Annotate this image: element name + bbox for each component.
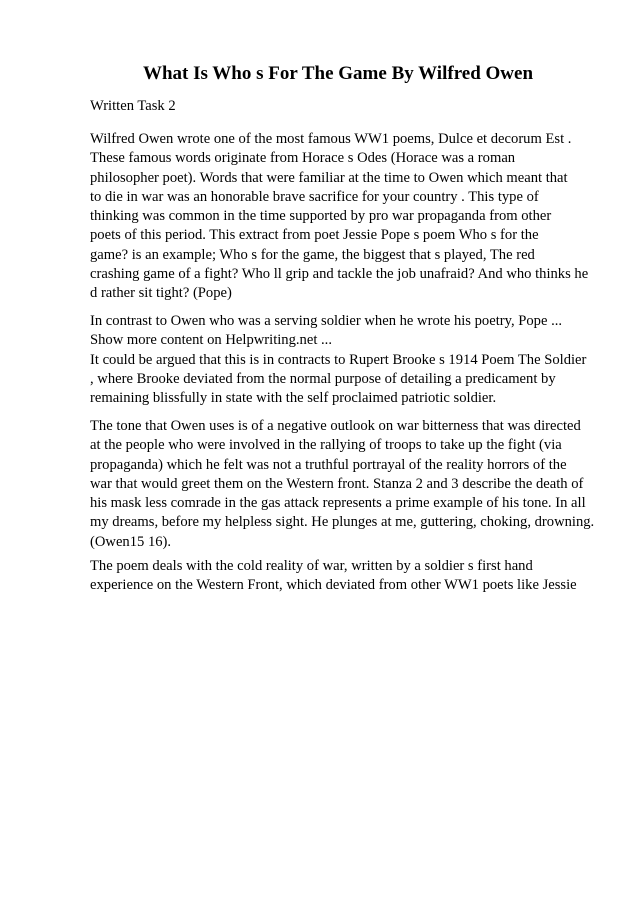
paragraph-line: philosopher poet). Words that were familiar at the time to Owen which meant that (90, 169, 568, 186)
paragraph-line: (Owen15 16). (90, 533, 172, 550)
paragraph-line: remaining blissfully in state with the self proclaimed patriotic soldier. (90, 390, 497, 407)
document-title: What Is Who s For The Game By Wilfred Owen (142, 63, 534, 84)
paragraph-line: Wilfred Owen wrote one of the most famous WW1 poems, Dulce et decorum Est . (90, 131, 572, 147)
paragraph-line: propaganda) which he felt was not a truthful portrayal of the reality horrors of the (90, 456, 567, 473)
paragraph-line: at the people who were involved in the rallying of troops to take up the fight (via (90, 437, 562, 454)
subtitle-line: Written Task 2 (90, 98, 176, 114)
document-subtitle (90, 97, 176, 116)
paragraph-line: The tone that Owen uses is of a negative outlook on war bitterness that was directed (90, 418, 581, 434)
paragraph-line: poets of this period. This extract from poet Jessie Pope s poem Who s for the (90, 227, 539, 244)
paragraph-4 (90, 557, 577, 596)
paragraph-line: These famous words originate from Horace s Odes (Horace was a roman (90, 150, 516, 167)
paragraph-line: The poem deals with the cold reality of war, written by a soldier s first hand (90, 558, 533, 574)
paragraph-line: thinking was common in the time supported by pro war propaganda from other (90, 208, 552, 225)
paragraph-line: experience on the Western Front, which deviated from other WW1 poets like Jessie (90, 577, 577, 594)
paragraph-line: In contrast to Owen who was a serving soldier when he wrote his poetry, Pope ... (90, 313, 563, 329)
paragraph-line: It could be argued that this is in contracts to Rupert Brooke s 1914 Poem The Soldier (90, 351, 587, 368)
paragraph-line: Show more content on Helpwriting.net ... (90, 332, 332, 349)
paragraph-3 (90, 417, 594, 552)
paragraph-line: crashing game of a fight? Who ll grip and tackle the job unafraid? And who thinks he (90, 266, 589, 283)
paragraph-line: to die in war was an honorable brave sacrifice for your country . This type of (90, 188, 539, 205)
paragraph-2 (90, 312, 586, 408)
paragraph-line: d rather sit tight? (Pope) (90, 285, 232, 302)
paragraph-line: game? is an example; Who s for the game, the biggest that s played, The red (90, 246, 535, 263)
paragraph-line: my dreams, before my helpless sight. He plunges at me, guttering, choking, drowning. (90, 514, 595, 531)
paragraph-1 (90, 130, 588, 304)
paragraph-line: his mask less comrade in the gas attack represents a prime example of his tone. In all (90, 495, 586, 512)
paragraph-line: , where Brooke deviated from the normal purpose of detailing a predicament by (90, 370, 556, 387)
paragraph-line: war that would greet them on the Western front. Stanza 2 and 3 describe the death of (90, 475, 584, 492)
